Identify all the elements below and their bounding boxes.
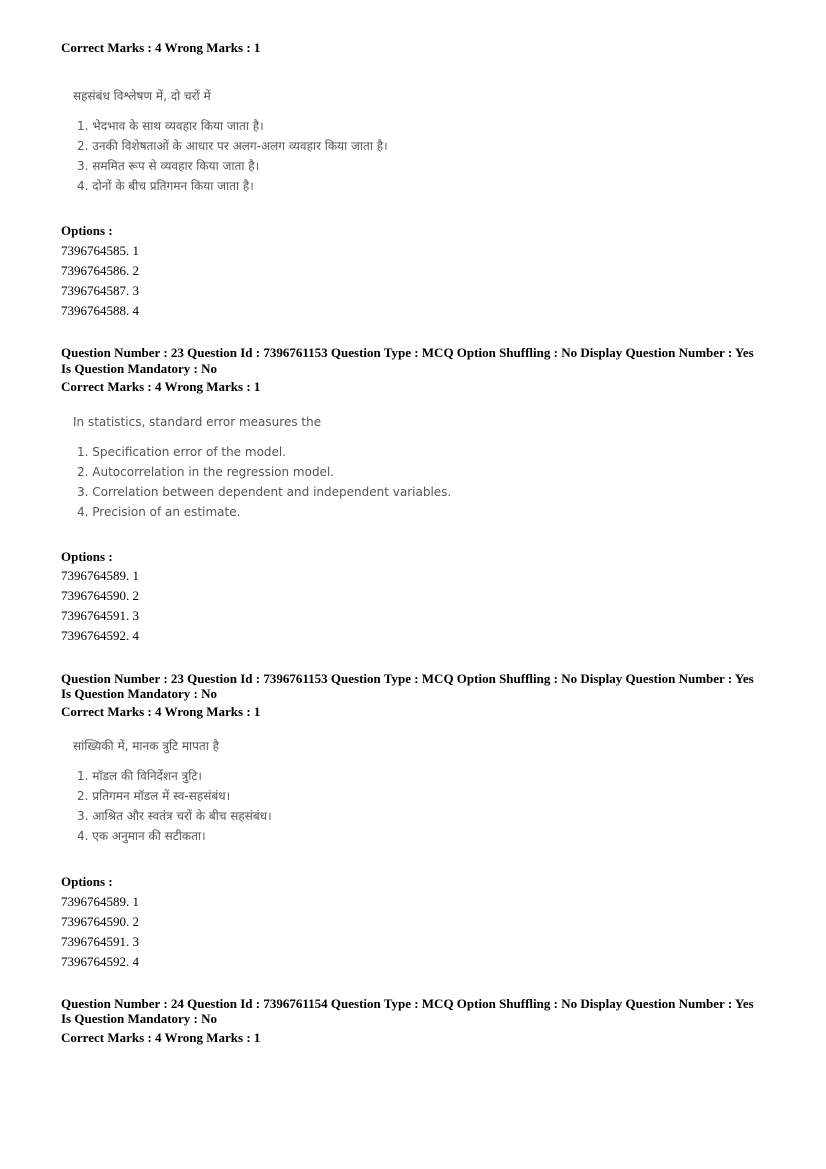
question-header: Question Number : 24 Question Id : 7396761154 Question Type : MCQ Option Shuffling : No Display Question Number : Yes	[61, 996, 754, 1011]
question-mandatory: Is Question Mandatory : No	[61, 361, 218, 376]
question-header: Question Number : 23 Question Id : 7396761153 Question Type : MCQ Option Shuffling : No Display Question Number : Yes	[61, 345, 754, 360]
options-label: Options :	[61, 223, 113, 238]
option-item: 7396764589. 1	[61, 894, 139, 909]
question-statement: 1. Specification error of the model.	[77, 445, 287, 459]
question-mandatory: Is Question Mandatory : No	[61, 686, 218, 701]
option-item: 7396764589. 1	[61, 568, 139, 583]
option-item: 7396764590. 2	[61, 588, 139, 603]
correct-marks: Correct Marks : 4 Wrong Marks : 1	[61, 1030, 261, 1045]
question-statement: 4. Precision of an estimate.	[77, 505, 241, 519]
question-image	[73, 88, 388, 196]
question-mandatory: Is Question Mandatory : No	[61, 1011, 218, 1026]
question-statement: 2. प्रतिगमन मॉडल में स्व-सहसंबंध।	[77, 789, 231, 803]
question-statement: 3. Correlation between dependent and independent variables.	[77, 485, 452, 499]
question-header: Question Number : 23 Question Id : 7396761153 Question Type : MCQ Option Shuffling : No Display Question Number : Yes	[61, 671, 754, 686]
question-stem: सांख्यिकी में, मानक त्रुटि मापता है	[73, 739, 220, 753]
question-statement: 2. उनकी विशेषताओं के आधार पर अलग-अलग व्यवहार किया जाता है।	[77, 139, 388, 153]
question-image	[73, 414, 451, 522]
correct-marks: Correct Marks : 4 Wrong Marks : 1	[61, 40, 261, 55]
question-statement: 1. मॉडल की विनिर्देशन त्रुटि।	[77, 769, 202, 783]
options-label: Options :	[61, 874, 113, 889]
question-statement: 4. दोनों के बीच प्रतिगमन किया जाता है।	[77, 179, 254, 193]
option-item: 7396764587. 3	[61, 283, 139, 298]
question-statement: 3. आश्रित और स्वतंत्र चरों के बीच सहसंबंध।	[77, 809, 272, 823]
question-stem: सहसंबंध विश्लेषण में, दो चरों में	[73, 89, 211, 103]
option-item: 7396764586. 2	[61, 263, 139, 278]
correct-marks: Correct Marks : 4 Wrong Marks : 1	[61, 704, 261, 719]
option-item: 7396764590. 2	[61, 914, 139, 929]
option-item: 7396764592. 4	[61, 628, 139, 643]
question-statement: 2. Autocorrelation in the regression model.	[77, 465, 335, 479]
option-item: 7396764591. 3	[61, 934, 139, 949]
option-item: 7396764588. 4	[61, 303, 139, 318]
options-label: Options :	[61, 549, 113, 564]
question-statement: 4. एक अनुमान की सटीकता।	[77, 829, 206, 843]
question-statement: 1. भेदभाव के साथ व्यवहार किया जाता है।	[77, 119, 264, 133]
question-image	[73, 738, 272, 846]
option-item: 7396764592. 4	[61, 954, 139, 969]
option-item: 7396764585. 1	[61, 243, 139, 258]
option-item: 7396764591. 3	[61, 608, 139, 623]
correct-marks: Correct Marks : 4 Wrong Marks : 1	[61, 379, 261, 394]
question-stem: In statistics, standard error measures the	[73, 415, 322, 429]
question-statement: 3. सममित रूप से व्यवहार किया जाता है।	[77, 159, 260, 173]
